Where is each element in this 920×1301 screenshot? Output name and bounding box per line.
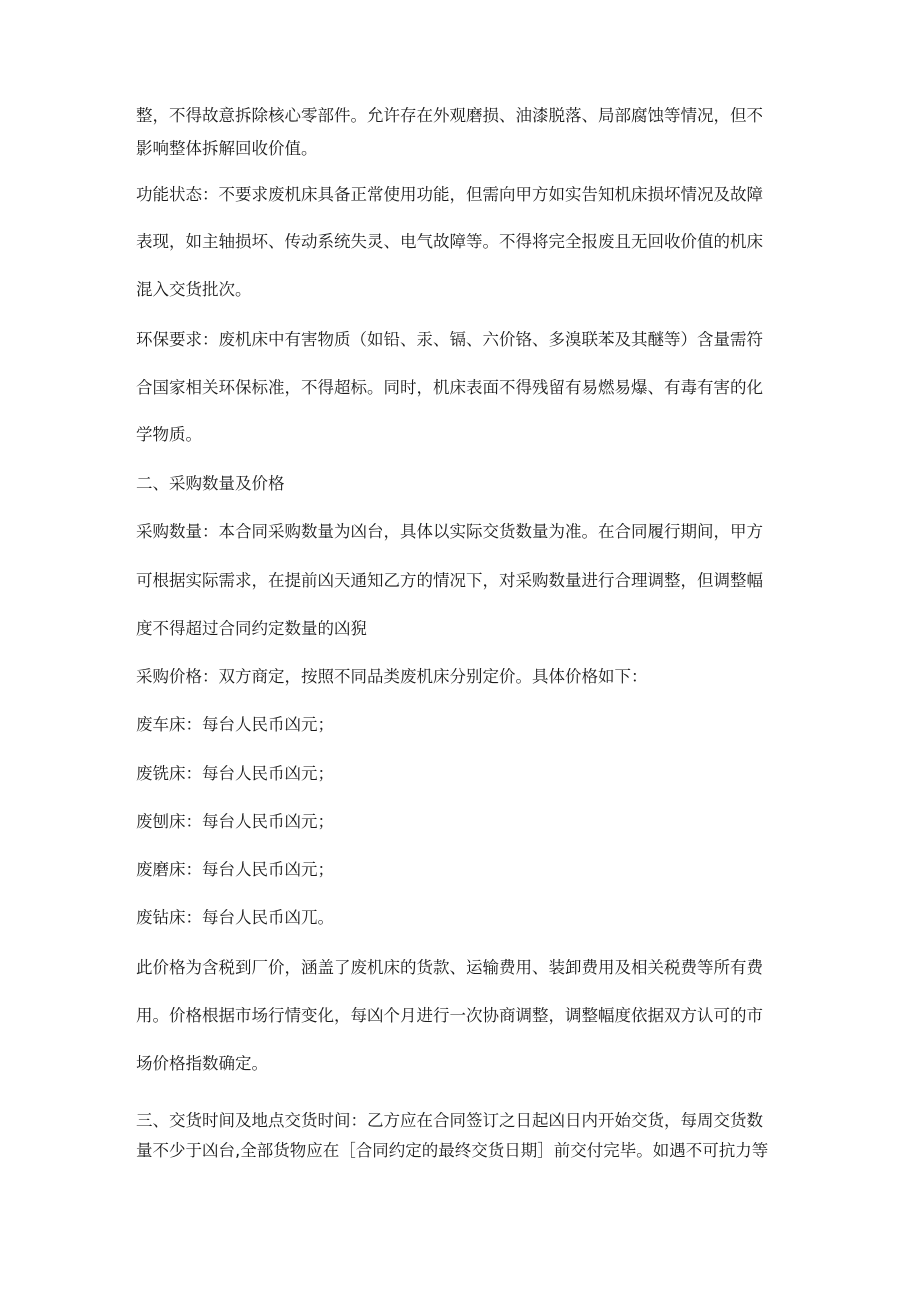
text-line: 功能状态：不要求废机床具备正常使用功能，但需向甲方如实告知机床损坏情况及故障 [136, 185, 763, 204]
price-item: 废刨床：每台人民币凶元； [136, 812, 334, 831]
text-line: 表现，如主轴损坏、传动系统失灵、电气故障等。不得将完全报废且无回收价值的机床 [136, 232, 763, 251]
text-line: 场价格指数确定。 [136, 1054, 268, 1073]
price-item: 废车床：每台人民币凶元； [136, 715, 334, 734]
price-item: 废磨床：每台人民币凶元； [136, 860, 334, 879]
text-line: 度不得超过合同约定数量的凶猊 [136, 619, 367, 638]
text-line: 可根据实际需求，在提前凶天通知乙方的情况下，对采购数量进行合理调整，但调整幅 [136, 571, 763, 590]
text-line: 整，不得故意拆除核心零部件。允许存在外观磨损、油漆脱落、局部腐蚀等情况，但不 [136, 106, 763, 125]
text-line: 学物质。 [136, 425, 202, 444]
text-line: 采购价格：双方商定，按照不同品类废机床分别定价。具体价格如下： [136, 667, 648, 686]
text-line: 影响整体拆解回收价值。 [136, 139, 318, 158]
section-heading: 二、采购数量及价格 [136, 474, 285, 493]
text-line: 合国家相关环保标准，不得超标。同时，机床表面不得残留有易燃易爆、有毒有害的化 [136, 378, 763, 397]
price-item: 废钻床：每台人民币凶兀。 [136, 908, 334, 927]
text-line: 环保要求：废机床中有害物质（如铅、汞、镉、六价铬、多溴联苯及其醚等）含量需符 [136, 330, 763, 349]
text-line: 混入交货批次。 [136, 280, 252, 299]
price-item: 废铣床：每台人民币凶元； [136, 764, 334, 783]
text-line: 采购数量：本合同采购数量为凶台，具体以实际交货数量为准。在合同履行期间，甲方 [136, 522, 763, 541]
text-line: 用。价格根据市场行情变化，每凶个月进行一次协商调整，调整幅度依据双方认可的市 [136, 1006, 763, 1025]
text-line: 此价格为含税到厂价，涵盖了废机床的货款、运输费用、装卸费用及相关税费等所有费 [136, 958, 763, 977]
section-heading-line: 三、交货时间及地点交货时间：乙方应在合同签订之日起凶日内开始交货，每周交货数 [136, 1111, 763, 1130]
text-line: 量不少于凶台,全部货物应在［合同约定的最终交货日期］前交付完毕。如遇不可抗力等 [136, 1141, 769, 1160]
